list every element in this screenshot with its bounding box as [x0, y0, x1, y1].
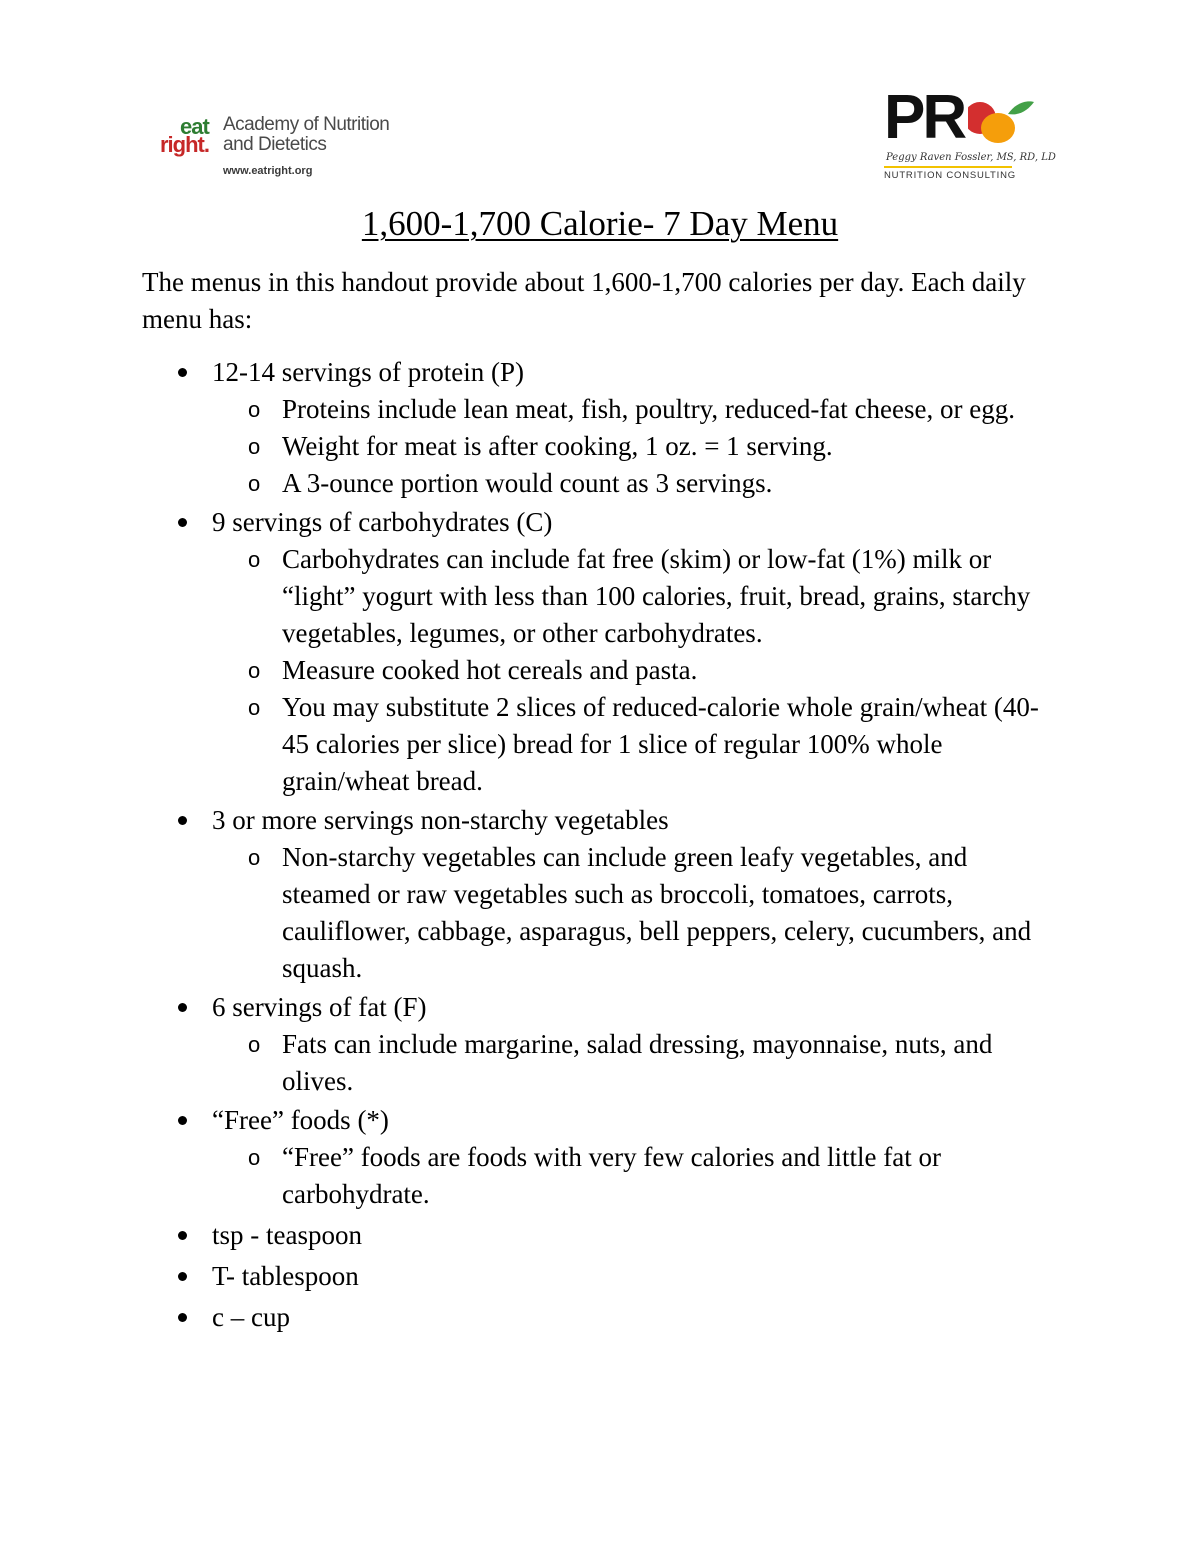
list-item-text: 12-14 servings of protein (P) — [212, 357, 524, 387]
sub-list-item: o Non-starchy vegetables can include green leafy vegetables, and steamed or raw vegetables such as broccoli, tomatoes, carrots, cauliflower, cabbage, asparagus, bell peppers, celery, cucumbers, and squash. — [212, 839, 1057, 987]
sub-list-item: o Weight for meat is after cooking, 1 oz. = 1 serving. — [212, 428, 1057, 465]
sub-list-item: o Carbohydrates can include fat free (skim) or low-fat (1%) milk or “light” yogurt with less than 100 calories, fruit, bread, grains, starchy vegetables, legumes, or other carbohydrates. — [212, 541, 1057, 652]
list-item-text: T- tablespoon — [212, 1261, 359, 1291]
list-item-tablespoon — [142, 1258, 1072, 1295]
list-item-protein — [142, 354, 1072, 502]
pr-nutrition-logo — [880, 82, 1056, 188]
sub-list-item: o “Free” foods are foods with very few calories and little fat or carbohydrate. — [212, 1139, 1057, 1213]
fruit-icon — [968, 92, 1038, 152]
list-item-text: “Free” foods (*) — [212, 1105, 389, 1135]
sub-list — [212, 839, 1072, 987]
list-item-carbohydrates — [142, 504, 1072, 800]
list-item-fat — [142, 989, 1072, 1100]
sub-list-item: o Fats can include margarine, salad dressing, mayonnaise, nuts, and olives. — [212, 1026, 1057, 1100]
list-item-text: tsp - teaspoon — [212, 1220, 362, 1250]
serving-list — [142, 354, 1072, 1338]
academy-logo — [160, 110, 420, 185]
pr-letters: PR — [884, 83, 965, 152]
sub-list-item: o A 3-ounce portion would count as 3 servings. — [212, 465, 1057, 502]
list-item-free-foods — [142, 1102, 1072, 1213]
logo-url: www.eatright.org — [223, 165, 313, 177]
logo-eat-text: eat — [180, 114, 209, 139]
pr-underline — [884, 166, 1012, 168]
logo-org-name: Academy of Nutrition and Dietetics — [223, 114, 390, 155]
list-item-text: c – cup — [212, 1302, 290, 1332]
sub-list — [212, 391, 1072, 502]
sub-list-item: o Measure cooked hot cereals and pasta. — [212, 652, 1057, 689]
sub-list — [212, 1139, 1072, 1213]
pr-tagline: NUTRITION CONSULTING — [884, 170, 1016, 181]
sub-list — [212, 541, 1072, 800]
sub-list-item: o Proteins include lean meat, fish, poultry, reduced-fat cheese, or egg. — [212, 391, 1057, 428]
sub-list — [212, 1026, 1072, 1100]
intro-paragraph: The menus in this handout provide about 1,600-1,700 calories per day. Each daily menu has: — [142, 267, 1026, 334]
list-item-cup — [142, 1299, 1072, 1336]
list-item-text: 9 servings of carbohydrates (C) — [212, 507, 553, 537]
list-item-text: 3 or more servings non-starchy vegetables — [212, 805, 669, 835]
page-title: 1,600-1,700 Calorie- 7 Day Menu — [361, 204, 839, 243]
list-item-vegetables — [142, 802, 1072, 987]
logo-right-text: right. — [160, 132, 209, 157]
pr-signature: Peggy Raven Fossler, MS, RD, LD — [886, 152, 1056, 163]
sub-list-item: o You may substitute 2 slices of reduced-calorie whole grain/wheat (40-45 calories per slice) bread for 1 slice of regular 100% whole grain/wheat bread. — [212, 689, 1057, 800]
orange-fruit-shape — [981, 113, 1015, 143]
list-item-text: 6 servings of fat (F) — [212, 992, 427, 1022]
list-item-tsp — [142, 1217, 1072, 1254]
leaf-shape — [1008, 101, 1034, 114]
